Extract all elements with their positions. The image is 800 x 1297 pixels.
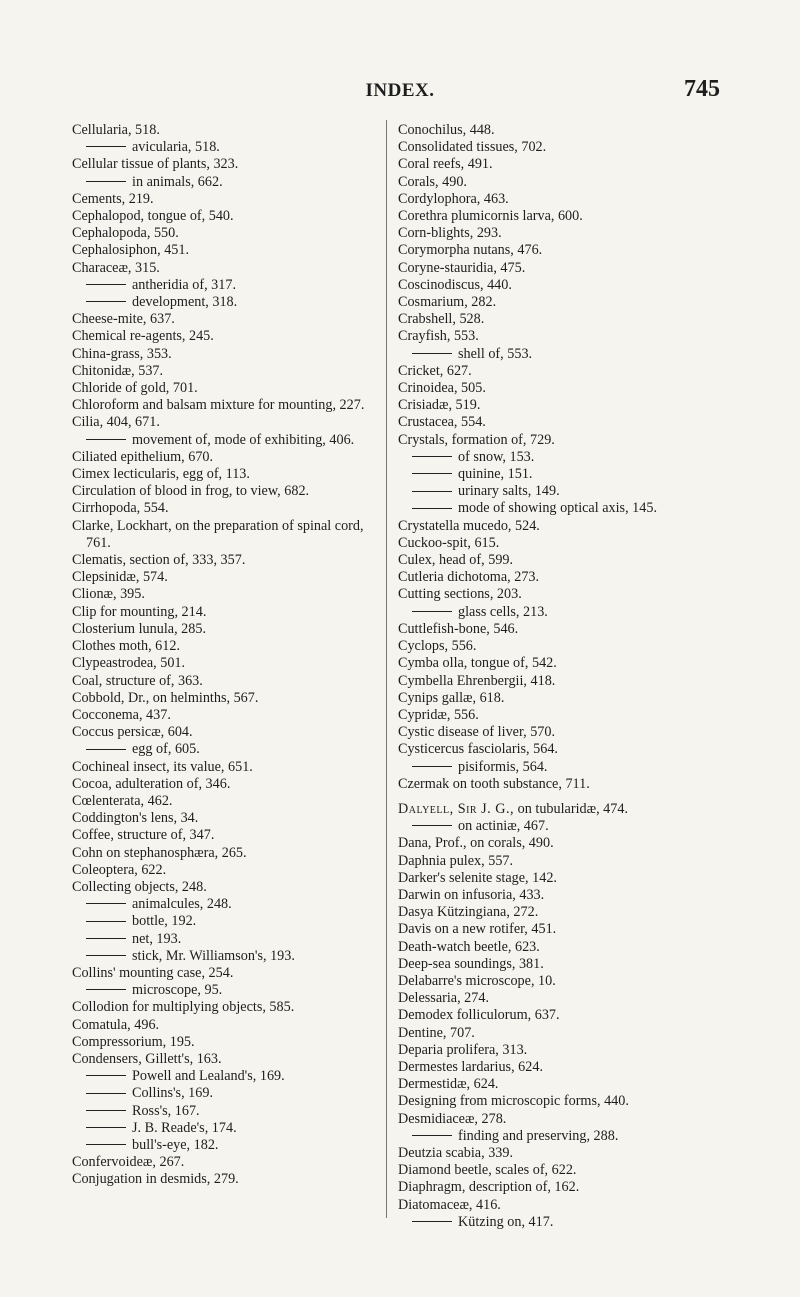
index-subentry xyxy=(72,931,377,948)
index-entry-text: on tubularidæ, 474. xyxy=(514,800,628,817)
ditto-dash xyxy=(412,353,452,354)
index-subentry-text: on actiniæ, 467. xyxy=(458,818,549,835)
ditto-dash xyxy=(412,611,452,612)
index-entry: Ciliated epithelium, 670. xyxy=(72,448,214,465)
index-entry: Corymorpha nutans, 476. xyxy=(398,242,543,259)
index-entry: Cymba olla, tongue of, 542. xyxy=(398,655,557,672)
index-subentry-text: movement of, mode of exhibiting, 406. xyxy=(132,431,355,448)
index-entry: Davis on a new rotifer, 451. xyxy=(398,921,557,938)
index-entry: Desmidiaceæ, 278. xyxy=(398,1110,507,1127)
index-entry: Corn-blights, 293. xyxy=(398,225,502,242)
index-subentry-text: microscope, 95. xyxy=(132,982,223,999)
index-subentry xyxy=(72,1068,377,1085)
column-divider xyxy=(386,120,387,1218)
ditto-dash xyxy=(86,1093,126,1094)
ditto-dash xyxy=(412,508,452,509)
ditto-dash xyxy=(86,1127,126,1128)
index-entry: Crayfish, 553. xyxy=(398,328,479,345)
index-subentry-text: net, 193. xyxy=(132,930,182,947)
index-entry: Cimex lecticularis, egg of, 113. xyxy=(72,466,250,483)
index-subentry xyxy=(398,604,743,621)
index-entry: Diatomaceæ, 416. xyxy=(398,1196,501,1213)
index-subentry xyxy=(72,139,377,156)
index-column-right xyxy=(398,122,743,1231)
index-entry: Corals, 490. xyxy=(398,173,467,190)
index-subentry-text: stick, Mr. Williamson's, 193. xyxy=(132,947,295,964)
index-entry: Conochilus, 448. xyxy=(398,122,495,138)
index-subentry xyxy=(398,1128,743,1145)
index-entry: Collecting objects, 248. xyxy=(72,878,207,895)
ditto-dash xyxy=(412,473,452,474)
index-subentry-text: glass cells, 213. xyxy=(458,603,548,620)
index-entry: Cœlenterata, 462. xyxy=(72,792,173,809)
index-entry: Confervoideæ, 267. xyxy=(72,1154,185,1171)
index-entry: Delessaria, 274. xyxy=(398,990,490,1007)
index-subentry-text: mode of showing optical axis, 145. xyxy=(458,500,657,517)
index-entry: Crabshell, 528. xyxy=(398,311,485,328)
index-entry: Demodex folliculorum, 637. xyxy=(398,1007,560,1024)
ditto-dash xyxy=(86,903,126,904)
ditto-dash xyxy=(86,1075,126,1076)
index-entry: Coryne-stauridia, 475. xyxy=(398,259,526,276)
index-entry: Clypeastrodea, 501. xyxy=(72,655,186,672)
index-subentry xyxy=(72,896,377,913)
ditto-dash xyxy=(412,456,452,457)
ditto-dash xyxy=(86,921,126,922)
index-subentry xyxy=(72,982,377,999)
ditto-dash xyxy=(86,749,126,750)
index-entry: Coccus persicæ, 604. xyxy=(72,724,193,741)
ditto-dash xyxy=(86,439,126,440)
ditto-dash xyxy=(86,955,126,956)
index-entry: Dentine, 707. xyxy=(398,1024,475,1041)
index-entry: Chloride of gold, 701. xyxy=(72,380,198,397)
index-entry-name: Dalyell, Sir J. G., xyxy=(398,800,515,817)
index-subentry-text: Collins's, 169. xyxy=(132,1085,213,1102)
index-entry: Cohn on stephanosphæra, 265. xyxy=(72,844,247,861)
index-entry: China-grass, 353. xyxy=(72,345,172,362)
index-entry: Cephalopod, tongue of, 540. xyxy=(72,208,234,225)
index-entry: Delabarre's microscope, 10. xyxy=(398,972,556,989)
index-subentry-text: bull's-eye, 182. xyxy=(132,1136,219,1153)
index-entry: Crustacea, 554. xyxy=(398,414,486,431)
index-entry: Chloroform and balsam mixture for mounting, 227. xyxy=(72,397,365,414)
ditto-dash xyxy=(412,1221,452,1222)
index-subentry xyxy=(72,277,377,294)
index-entry: Designing from microscopic forms, 440. xyxy=(398,1093,629,1110)
index-entry: Conjugation in desmids, 279. xyxy=(72,1171,239,1188)
index-subentry xyxy=(72,432,377,449)
index-subentry-text: shell of, 553. xyxy=(458,345,533,362)
ditto-dash xyxy=(412,766,452,767)
index-subentry-text: Ross's, 167. xyxy=(132,1102,200,1119)
index-entry: Cutting sections, 203. xyxy=(398,586,522,603)
index-entry: Cobbold, Dr., on helminths, 567. xyxy=(72,689,259,706)
index-entry xyxy=(398,801,743,818)
page-title: INDEX. xyxy=(365,80,435,101)
index-subentry-text: finding and preserving, 288. xyxy=(458,1127,619,1144)
index-entry: Clionæ, 395. xyxy=(72,586,145,603)
index-entry: Deparia prolifera, 313. xyxy=(398,1041,528,1058)
index-subentry xyxy=(72,1103,377,1120)
ditto-dash xyxy=(412,1135,452,1136)
index-entry: Cirrhopoda, 554. xyxy=(72,500,169,517)
index-entry: Cricket, 627. xyxy=(398,362,472,379)
index-subentry xyxy=(398,449,743,466)
index-subentry-text: quinine, 151. xyxy=(458,466,533,483)
index-subentry xyxy=(72,741,377,758)
index-entry: Cymbella Ehrenbergii, 418. xyxy=(398,672,556,689)
index-entry: Darker's selenite stage, 142. xyxy=(398,869,557,886)
page-header xyxy=(0,76,800,106)
index-entry: Clothes moth, 612. xyxy=(72,638,180,655)
index-entry: Diamond beetle, scales of, 622. xyxy=(398,1162,577,1179)
ditto-dash xyxy=(86,301,126,302)
index-entry: Comatula, 496. xyxy=(72,1016,160,1033)
index-entry: Condensers, Gillett's, 163. xyxy=(72,1050,222,1067)
index-subentry-text: urinary salts, 149. xyxy=(458,483,560,500)
index-subentry xyxy=(398,466,743,483)
index-entry: Diaphragm, description of, 162. xyxy=(398,1179,580,1196)
index-subentry xyxy=(398,483,743,500)
index-entry: Cellularia, 518. xyxy=(72,122,160,138)
index-subentry-text: antheridia of, 317. xyxy=(132,276,237,293)
index-subentry-text: pisiformis, 564. xyxy=(458,758,548,775)
index-entry: Collodion for multiplying objects, 585. xyxy=(72,999,295,1016)
index-entry: Clepsinidæ, 574. xyxy=(72,569,168,586)
index-entry: Cocconema, 437. xyxy=(72,706,171,723)
index-entry: Darwin on infusoria, 433. xyxy=(398,886,545,903)
index-subentry xyxy=(72,174,377,191)
index-subentry-text: in animals, 662. xyxy=(132,173,223,190)
index-entry: Czermak on tooth substance, 711. xyxy=(398,775,590,792)
index-entry: Death-watch beetle, 623. xyxy=(398,938,540,955)
index-entry: Deutzia scabia, 339. xyxy=(398,1144,514,1161)
index-subentry xyxy=(398,500,743,517)
index-entry: Dana, Prof., on corals, 490. xyxy=(398,835,554,852)
index-subentry-text: Kützing on, 417. xyxy=(458,1213,554,1230)
section-gap xyxy=(398,793,743,801)
index-entry: Cocoa, adulteration of, 346. xyxy=(72,775,231,792)
index-entry: Cephalosiphon, 451. xyxy=(72,242,190,259)
index-entry: Culex, head of, 599. xyxy=(398,552,514,569)
index-entry: Dasya Kützingiana, 272. xyxy=(398,904,539,921)
index-entry: Chemical re-agents, 245. xyxy=(72,328,214,345)
index-subentry-text: of snow, 153. xyxy=(458,448,535,465)
index-entry: Coddington's lens, 34. xyxy=(72,810,199,827)
index-entry: Cosmarium, 282. xyxy=(398,294,497,311)
index-entry: Cellular tissue of plants, 323. xyxy=(72,156,239,173)
index-entry: Clip for mounting, 214. xyxy=(72,603,207,620)
index-entry: Cyclops, 556. xyxy=(398,638,477,655)
index-entry: Deep-sea soundings, 381. xyxy=(398,955,544,972)
index-entry: Crystals, formation of, 729. xyxy=(398,431,555,448)
ditto-dash xyxy=(86,1144,126,1145)
index-entry: Cilia, 404, 671. xyxy=(72,414,160,431)
index-entry: Coral reefs, 491. xyxy=(398,156,493,173)
index-subentry xyxy=(72,948,377,965)
index-entry: Clematis, section of, 333, 357. xyxy=(72,552,246,569)
index-entry: Cypridæ, 556. xyxy=(398,706,479,723)
index-entry: Cements, 219. xyxy=(72,190,154,207)
index-subentry xyxy=(72,1120,377,1137)
index-entry: Cynips gallæ, 618. xyxy=(398,689,505,706)
index-entry: Collins' mounting case, 254. xyxy=(72,964,234,981)
index-subentry xyxy=(398,759,743,776)
index-entry: Crinoidea, 505. xyxy=(398,380,486,397)
index-entry: Cystic disease of liver, 570. xyxy=(398,724,556,741)
index-entry: Corethra plumicornis larva, 600. xyxy=(398,208,583,225)
index-entry: Cysticercus fasciolaris, 564. xyxy=(398,741,558,758)
index-subentry-text: bottle, 192. xyxy=(132,913,197,930)
index-entry: Cheese-mite, 637. xyxy=(72,311,175,328)
index-subentry-text: Powell and Lealand's, 169. xyxy=(132,1068,285,1085)
index-entry: Crisiadæ, 519. xyxy=(398,397,481,414)
index-entry: Cordylophora, 463. xyxy=(398,190,509,207)
index-entry: Crystatella mucedo, 524. xyxy=(398,517,540,534)
index-entry: Characeæ, 315. xyxy=(72,259,160,276)
index-entry: Dermestidæ, 624. xyxy=(398,1076,499,1093)
index-subentry xyxy=(72,913,377,930)
index-subentry xyxy=(398,346,743,363)
index-entry: Coleoptera, 622. xyxy=(72,861,167,878)
index-entry: Cephalopoda, 550. xyxy=(72,225,179,242)
index-subentry xyxy=(398,1214,743,1231)
index-subentry xyxy=(72,294,377,311)
index-entry: Clarke, Lockhart, on the preparation of spinal cord, 761. xyxy=(72,517,364,551)
ditto-dash xyxy=(86,1110,126,1111)
index-entry: Cuttlefish-bone, 546. xyxy=(398,620,519,637)
index-entry: Cutleria dichotoma, 273. xyxy=(398,569,540,586)
index-subentry xyxy=(398,818,743,835)
index-entry: Cuckoo-spit, 615. xyxy=(398,534,500,551)
index-subentry-text: egg of, 605. xyxy=(132,741,200,758)
index-subentry xyxy=(72,1137,377,1154)
index-entry: Coscinodiscus, 440. xyxy=(398,276,512,293)
index-entry: Consolidated tissues, 702. xyxy=(398,139,547,156)
ditto-dash xyxy=(86,284,126,285)
index-entry: Cochineal insect, its value, 651. xyxy=(72,758,253,775)
index-subentry xyxy=(72,1085,377,1102)
ditto-dash xyxy=(412,825,452,826)
index-subentry-text: animalcules, 248. xyxy=(132,896,232,913)
index-subentry-text: J. B. Reade's, 174. xyxy=(132,1119,237,1136)
ditto-dash xyxy=(86,989,126,990)
index-subentry-text: development, 318. xyxy=(132,294,238,311)
index-subentry-text: avicularia, 518. xyxy=(132,139,220,156)
index-column-left xyxy=(72,122,377,1189)
index-entry: Circulation of blood in frog, to view, 682. xyxy=(72,483,310,500)
ditto-dash xyxy=(412,491,452,492)
index-entry: Chitonidæ, 537. xyxy=(72,362,164,379)
index-entry: Coal, structure of, 363. xyxy=(72,672,203,689)
ditto-dash xyxy=(86,181,126,182)
index-entry: Coffee, structure of, 347. xyxy=(72,827,215,844)
page-number: 745 xyxy=(684,76,720,102)
ditto-dash xyxy=(86,146,126,147)
index-entry: Compressorium, 195. xyxy=(72,1033,195,1050)
ditto-dash xyxy=(86,938,126,939)
index-entry: Closterium lunula, 285. xyxy=(72,620,206,637)
index-entry: Dermestes lardarius, 624. xyxy=(398,1058,543,1075)
index-entry: Daphnia pulex, 557. xyxy=(398,852,514,869)
